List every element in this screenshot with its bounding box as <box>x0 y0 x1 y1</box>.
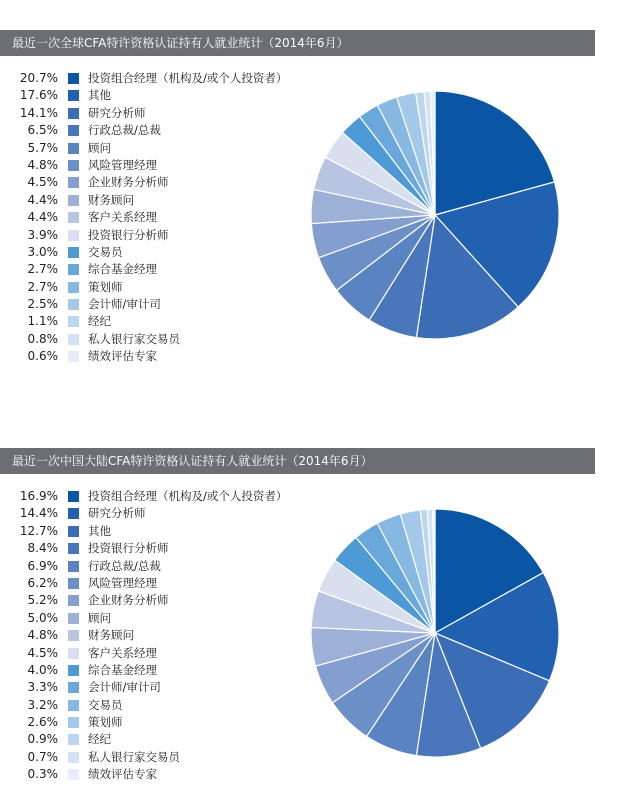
legend-value: 0.3% <box>27 767 58 782</box>
legend-item <box>0 227 330 244</box>
legend-value: 14.4% <box>19 506 58 521</box>
legend-item <box>0 697 330 714</box>
legend-value: 3.0% <box>27 244 58 259</box>
legend-swatch <box>68 734 79 745</box>
legend-swatch <box>68 160 79 171</box>
legend-label: 风险管理经理 <box>88 157 157 172</box>
legend-value: 4.4% <box>27 192 58 207</box>
legend-swatch <box>68 264 79 275</box>
legend-label: 绩效评估专家 <box>88 767 157 782</box>
legend-swatch <box>68 561 79 572</box>
legend-swatch <box>68 282 79 293</box>
legend-label: 风险管理经理 <box>88 575 157 590</box>
legend-label: 投资银行分析师 <box>88 227 169 242</box>
legend-swatch <box>68 717 79 728</box>
legend-item <box>0 540 330 557</box>
legend-item <box>0 70 330 87</box>
legend-swatch <box>68 682 79 693</box>
legend-swatch <box>68 195 79 206</box>
legend-value: 0.7% <box>27 749 58 764</box>
legend-item <box>0 140 330 157</box>
legend-value: 0.8% <box>27 331 58 346</box>
legend-value: 6.5% <box>27 123 58 138</box>
legend-value: 16.9% <box>19 489 58 503</box>
legend-value: 3.9% <box>27 227 58 242</box>
legend-swatch <box>68 316 79 327</box>
legend-swatch <box>68 108 79 119</box>
legend-label: 经纪 <box>88 732 111 747</box>
legend-label: 绩效评估专家 <box>88 349 157 364</box>
legend-item <box>0 627 330 644</box>
legend-swatch <box>68 247 79 258</box>
legend-label: 客户关系经理 <box>88 210 157 225</box>
legend-label: 经纪 <box>88 314 111 329</box>
legend-swatch <box>68 508 79 519</box>
legend-value: 4.5% <box>27 175 58 190</box>
legend-label: 行政总裁/总裁 <box>88 123 161 138</box>
legend-swatch <box>68 700 79 711</box>
legend-swatch <box>68 543 79 554</box>
legend-value: 4.8% <box>27 157 58 172</box>
legend-value: 2.5% <box>27 297 58 312</box>
legend-value: 4.4% <box>27 210 58 225</box>
legend-item <box>0 505 330 522</box>
legend-label: 研究分析师 <box>88 105 146 120</box>
legend-item <box>0 105 330 122</box>
legend-label: 会计师/审计司 <box>88 297 161 312</box>
legend-value: 4.0% <box>27 662 58 677</box>
legend-item <box>0 714 330 731</box>
legend-swatch <box>68 613 79 624</box>
legend-value: 20.7% <box>19 71 58 85</box>
legend-value: 2.6% <box>27 715 58 730</box>
legend-label: 投资组合经理（机构及/或个人投资者） <box>88 71 288 85</box>
legend-swatch <box>68 578 79 589</box>
legend-item <box>0 331 330 348</box>
legend-swatch <box>68 648 79 659</box>
legend-label: 交易员 <box>88 244 123 259</box>
legend-item <box>0 244 330 261</box>
legend-item <box>0 679 330 696</box>
legend-item <box>0 348 330 365</box>
legend-value: 0.6% <box>27 349 58 364</box>
legend-value: 5.2% <box>27 593 58 608</box>
legend-value: 4.5% <box>27 645 58 660</box>
legend-item <box>0 749 330 766</box>
legend-swatch <box>68 595 79 606</box>
legend-swatch <box>68 230 79 241</box>
legend-item <box>0 157 330 174</box>
legend-value: 14.1% <box>19 105 58 120</box>
legend-value: 5.7% <box>27 140 58 155</box>
legend-item <box>0 209 330 226</box>
legend-label: 财务顾问 <box>88 192 134 207</box>
legend <box>0 488 330 784</box>
legend-item <box>0 558 330 575</box>
legend-value: 17.6% <box>19 88 58 103</box>
legend-item <box>0 645 330 662</box>
legend-swatch <box>68 90 79 101</box>
legend-label: 投资组合经理（机构及/或个人投资者） <box>88 489 288 503</box>
legend-value: 6.2% <box>27 575 58 590</box>
legend-item <box>0 87 330 104</box>
legend-value: 3.2% <box>27 697 58 712</box>
legend-item <box>0 488 330 505</box>
legend-item <box>0 592 330 609</box>
china-chart-panel <box>0 418 639 795</box>
legend-swatch <box>68 143 79 154</box>
legend-swatch <box>68 752 79 763</box>
legend-label: 其他 <box>88 88 111 103</box>
legend-swatch <box>68 491 79 502</box>
legend-swatch <box>68 125 79 136</box>
pie-chart <box>305 85 565 345</box>
legend-value: 2.7% <box>27 262 58 277</box>
legend-value: 3.3% <box>27 680 58 695</box>
legend-swatch <box>68 351 79 362</box>
legend-label: 顾问 <box>88 610 111 625</box>
pie-chart <box>305 503 565 763</box>
legend-label: 企业财务分析师 <box>88 593 169 608</box>
legend-label: 策划师 <box>88 715 123 730</box>
legend-swatch <box>68 334 79 345</box>
legend-item <box>0 731 330 748</box>
legend-swatch <box>68 299 79 310</box>
legend-swatch <box>68 769 79 780</box>
legend-item <box>0 122 330 139</box>
legend-swatch <box>68 212 79 223</box>
legend-value: 1.1% <box>27 314 58 329</box>
legend-value: 4.8% <box>27 628 58 643</box>
legend-swatch <box>68 526 79 537</box>
chart-title: 最近一次全球CFA特许资格认证持有人就业统计（2014年6月） <box>0 30 595 56</box>
legend-value: 6.9% <box>27 558 58 573</box>
legend-label: 私人银行家交易员 <box>88 749 180 764</box>
legend-label: 其他 <box>88 523 111 538</box>
legend-item <box>0 610 330 627</box>
legend <box>0 70 330 366</box>
legend-swatch <box>68 73 79 84</box>
legend-swatch <box>68 665 79 676</box>
legend-label: 企业财务分析师 <box>88 175 169 190</box>
legend-item <box>0 279 330 296</box>
legend-label: 顾问 <box>88 140 111 155</box>
legend-label: 客户关系经理 <box>88 645 157 660</box>
legend-item <box>0 766 330 783</box>
legend-item <box>0 523 330 540</box>
legend-item <box>0 192 330 209</box>
legend-value: 0.9% <box>27 732 58 747</box>
legend-value: 5.0% <box>27 610 58 625</box>
legend-label: 财务顾问 <box>88 628 134 643</box>
legend-item <box>0 261 330 278</box>
legend-item <box>0 174 330 191</box>
legend-label: 交易员 <box>88 697 123 712</box>
legend-value: 12.7% <box>19 523 58 538</box>
legend-item <box>0 313 330 330</box>
legend-label: 行政总裁/总裁 <box>88 558 161 573</box>
legend-swatch <box>68 177 79 188</box>
legend-label: 研究分析师 <box>88 506 146 521</box>
legend-label: 策划师 <box>88 279 123 294</box>
legend-value: 8.4% <box>27 541 58 556</box>
legend-label: 会计师/审计司 <box>88 680 161 695</box>
legend-item <box>0 296 330 313</box>
chart-title: 最近一次中国大陆CFA特许资格认证持有人就业统计（2014年6月） <box>0 448 595 474</box>
legend-value: 2.7% <box>27 279 58 294</box>
legend-swatch <box>68 630 79 641</box>
legend-label: 私人银行家交易员 <box>88 331 180 346</box>
legend-label: 综合基金经理 <box>88 262 157 277</box>
legend-item <box>0 575 330 592</box>
legend-label: 投资银行分析师 <box>88 541 169 556</box>
legend-item <box>0 662 330 679</box>
legend-label: 综合基金经理 <box>88 662 157 677</box>
